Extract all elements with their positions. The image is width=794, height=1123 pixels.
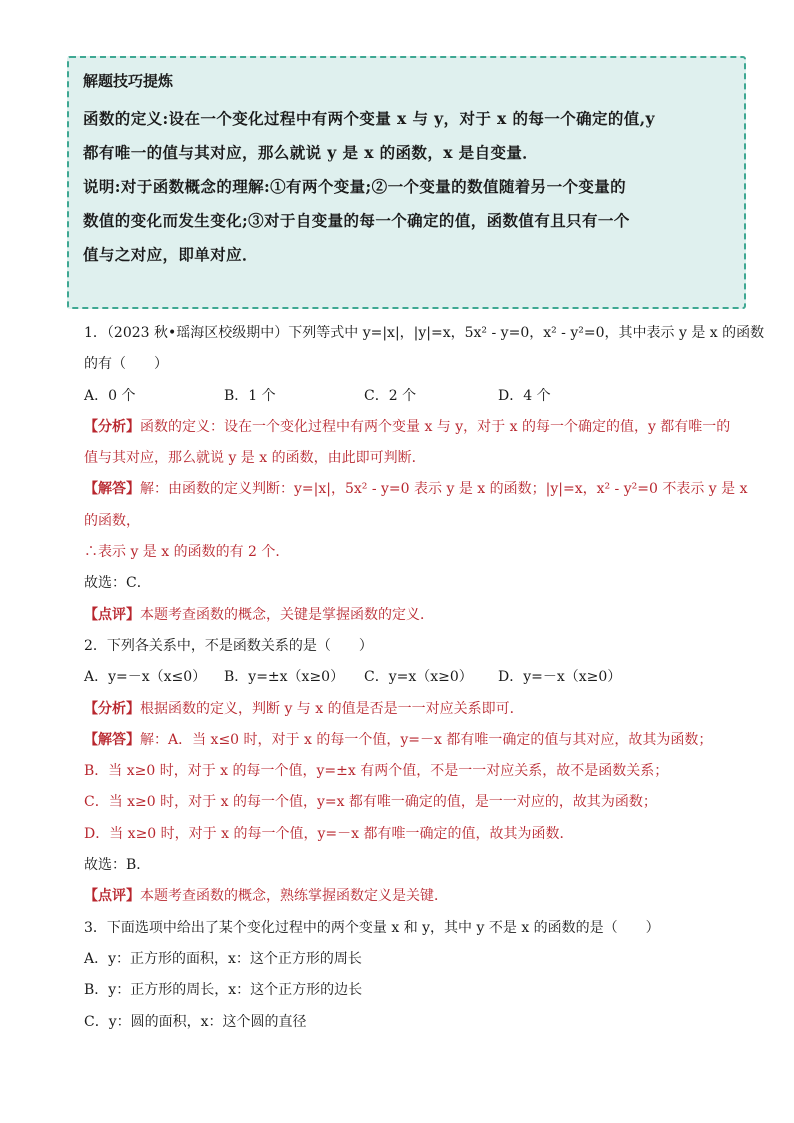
tips-title: 解题技巧提炼	[83, 72, 174, 90]
q2-options	[84, 662, 744, 693]
q2-option-c: C．y=x（x≥0）	[364, 669, 473, 686]
q1-stem: 1．（2023 秋•瑶海区校级期中）下列等式中 y=|x|，|y|=x，5x² - y=0，x² - y²=0，其中表示 y 是 x 的函数	[84, 325, 765, 341]
q1-analysis	[84, 412, 744, 443]
q1-analysis-cont: 值与其对应，那么就说 y 是 x 的函数，由此即可判断．	[84, 450, 426, 467]
q1-option-d: D．4 个	[498, 387, 551, 404]
q2-comment-text: 本题考查函数的概念，熟练掌握函数定义是关键．	[140, 888, 448, 905]
tips-line: 说明:对于函数概念的理解:①有两个变量;②一个变量的数值随着另一个变量的	[83, 177, 627, 196]
q1-solution-conclusion: ∴表示 y 是 x 的函数的有 2 个．	[84, 544, 290, 561]
tips-line: 值与之对应，即单对应．	[83, 245, 258, 264]
q2-analysis-text: 根据函数的定义，判断 y 与 x 的值是否是一一对应关系即可．	[140, 700, 524, 717]
q1-analysis-text: 函数的定义：设在一个变化过程中有两个变量 x 与 y，对于 x 的每一个确定的值，y 都有唯一的	[140, 418, 731, 435]
q2-analysis	[84, 694, 744, 725]
q2-solution-a: 解：A．当 x≤0 时，对于 x 的每一个值，y=－x 都有唯一确定的值与其对应，故其为函数；	[140, 731, 713, 748]
q2-comment	[84, 881, 744, 912]
questions-content	[84, 318, 765, 1038]
solution-tag: 【解答】	[84, 731, 140, 748]
q1-option-c: C．2 个	[364, 387, 417, 404]
q2-choice: 故选：B．	[84, 857, 151, 874]
q3-stem: 3．下面选项中给出了某个变化过程中的两个变量 x 和 y，其中 y 不是 x 的函数的是（ ）	[84, 919, 660, 936]
q3-option-c: C．y：圆的面积，x：这个圆的直径	[84, 1013, 307, 1030]
q3-option-a: A．y：正方形的面积，x：这个正方形的周长	[84, 950, 362, 967]
q1-choice: 故选：C．	[84, 575, 151, 592]
q2-solution	[84, 725, 744, 756]
q1-comment-text: 本题考查函数的概念，关键是掌握函数的定义．	[140, 606, 434, 623]
q2-stem: 2．下列各关系中，不是函数关系的是（ ）	[84, 637, 373, 654]
q1-option-b: B．1 个	[224, 387, 276, 404]
analysis-tag: 【分析】	[84, 700, 140, 717]
q2-solution-d: D．当 x≥0 时，对于 x 的每一个值，y=－x 都有唯一确定的值，故其为函数．	[84, 825, 574, 842]
tips-box	[67, 56, 746, 309]
solution-tag: 【解答】	[84, 481, 140, 498]
q1-option-a: A．0 个	[84, 387, 136, 404]
analysis-tag: 【分析】	[84, 418, 140, 435]
q2-option-a: A．y=－x（x≤0）	[84, 669, 207, 686]
tips-line: 函数的定义:设在一个变化过程中有两个变量 x 与 y，对于 x 的每一个确定的值,y	[83, 109, 655, 128]
q1-solution-cont: 的函数，	[84, 512, 140, 529]
comment-tag: 【点评】	[84, 606, 140, 623]
q2-solution-b: B．当 x≥0 时，对于 x 的每一个值，y=±x 有两个值，不是一一对应关系，故不是函数关系；	[84, 763, 669, 780]
q1-comment	[84, 600, 744, 631]
q2-option-d: D．y=－x（x≥0）	[498, 669, 622, 686]
q2-solution-c: C．当 x≥0 时，对于 x 的每一个值，y=x 都有唯一确定的值，是一一对应的，故其为函数；	[84, 794, 657, 811]
q2-option-b: B．y=±x（x≥0）	[224, 669, 345, 686]
tips-line: 数值的变化而发生变化;③对于自变量的每一个确定的值，函数值有且只有一个	[83, 211, 630, 230]
q1-stem-cont: 的有（ ）	[84, 356, 168, 373]
q1-solution-text: 解：由函数的定义判断：y=|x|，5x² - y=0 表示 y 是 x 的函数；|y|=x，x² - y²=0 不表示 y 是 x	[140, 481, 748, 498]
q1-solution	[84, 474, 748, 505]
comment-tag: 【点评】	[84, 888, 140, 905]
q1-options	[84, 381, 744, 412]
q3-option-b: B．y：正方形的周长，x：这个正方形的边长	[84, 982, 363, 999]
tips-line: 都有唯一的值与其对应，那么就说 y 是 x 的函数，x 是自变量．	[83, 143, 539, 162]
